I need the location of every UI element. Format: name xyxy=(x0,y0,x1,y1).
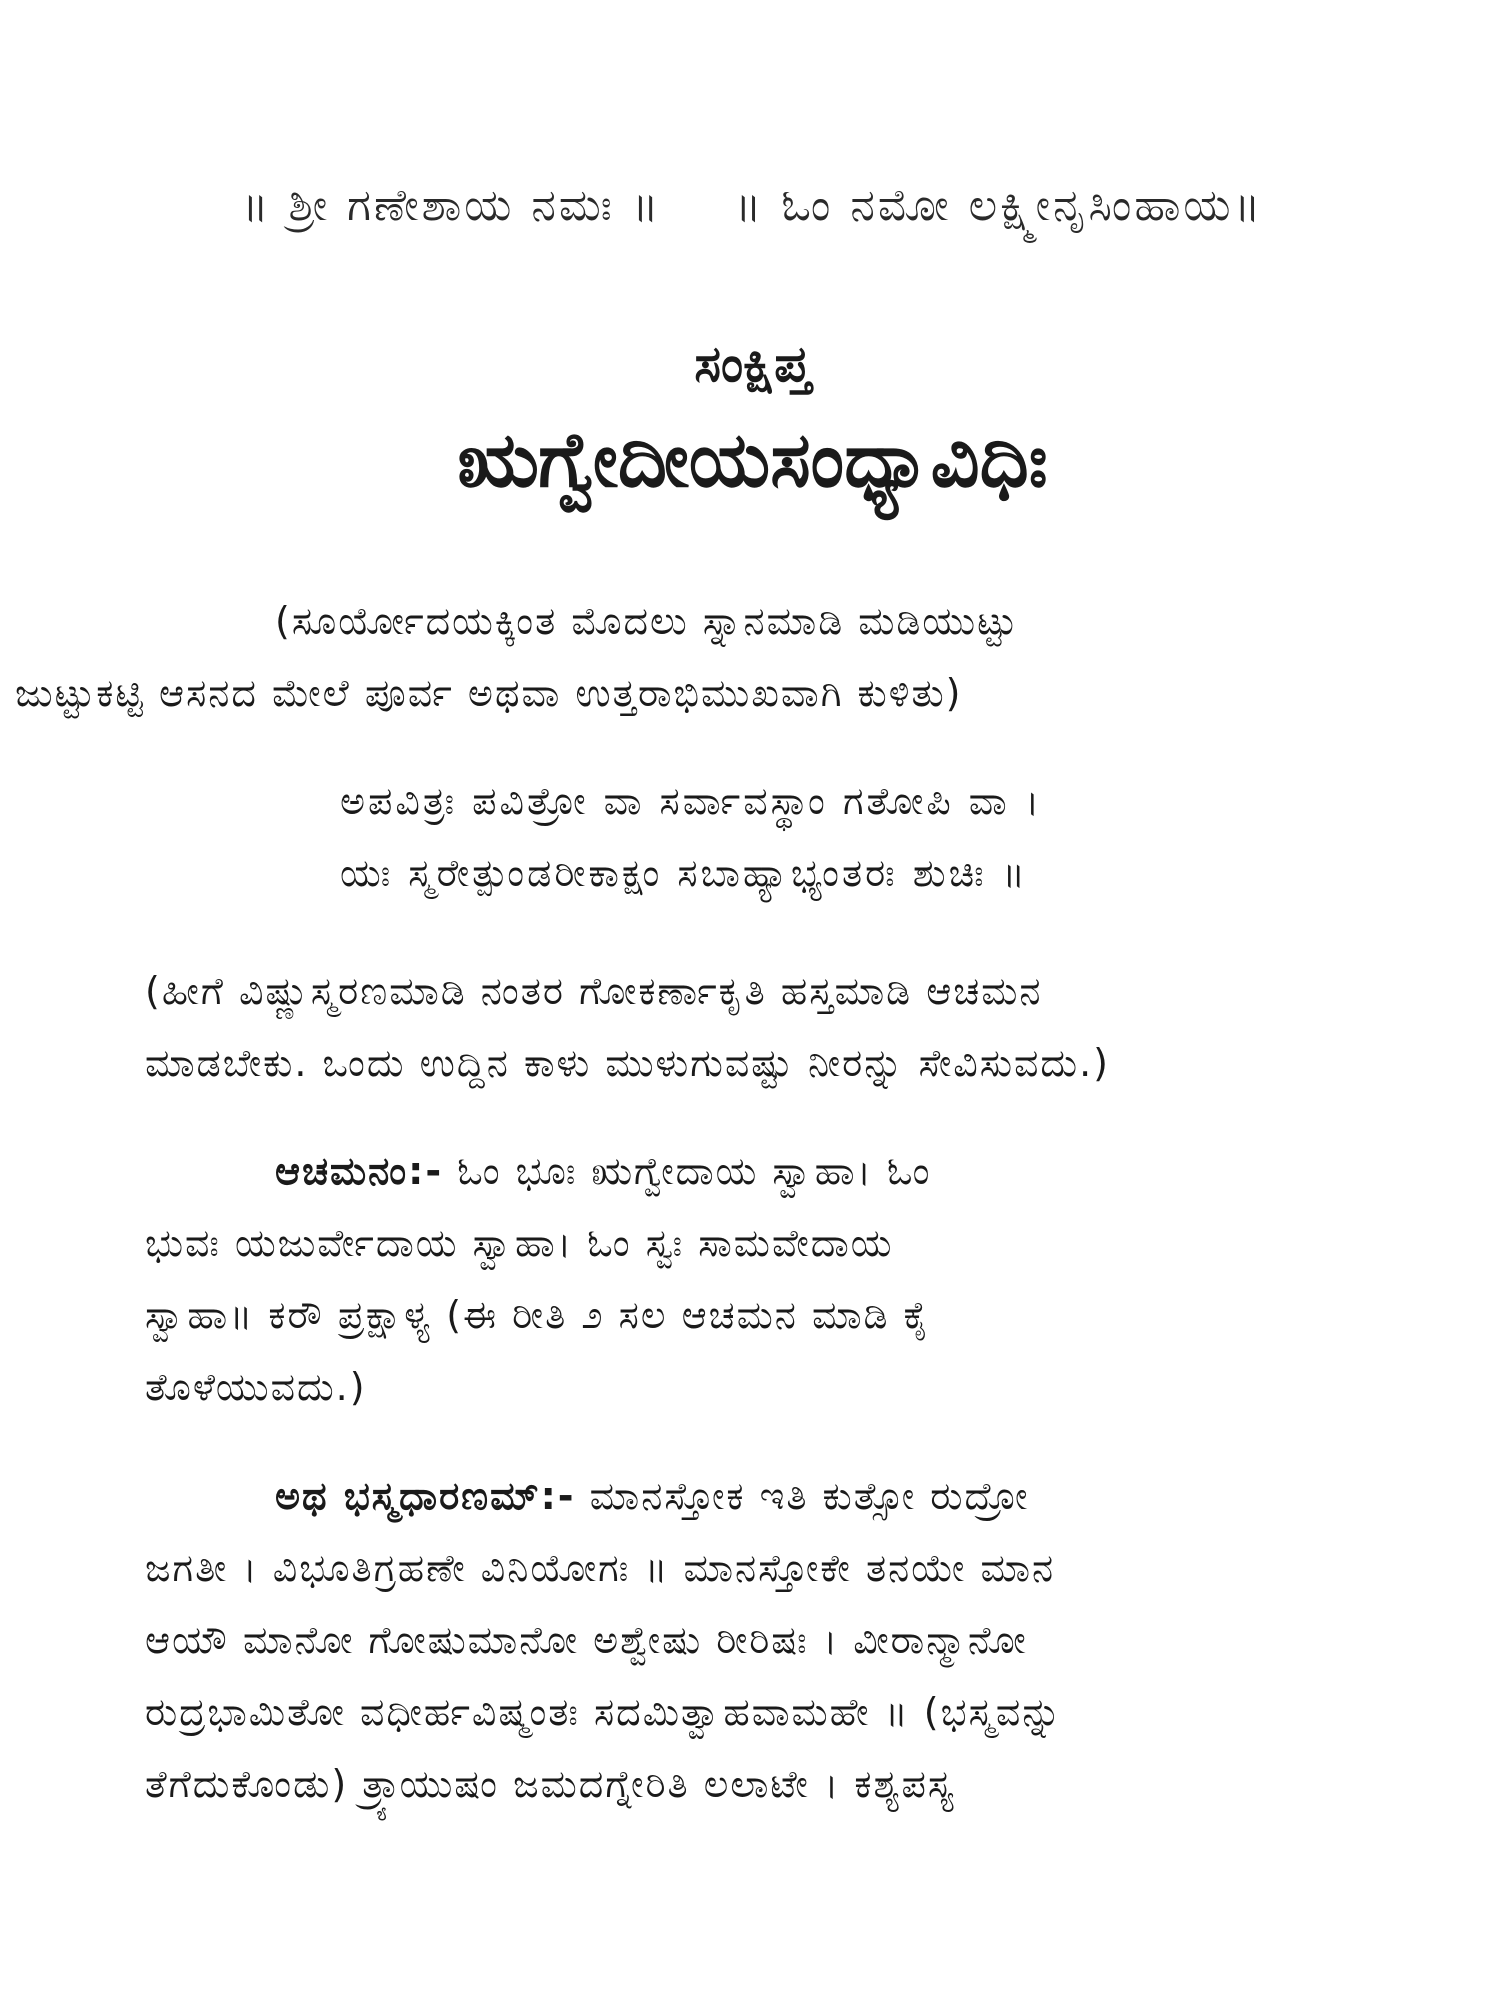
intro-line-2: ಜುಟ್ಟುಕಟ್ಟಿ ಆಸನದ ಮೇಲೆ ಪೂರ್ವ ಅಥವಾ ಉತ್ತರಾಭಿಮುಖವಾಗಿ ಕುಳಿತು) xyxy=(15,671,963,715)
achamana-paragraph xyxy=(145,1135,1330,1423)
achamana-line-4: ತೊಳೆಯುವದು.) xyxy=(145,1365,367,1409)
verse-block xyxy=(340,765,1340,909)
invocation-narasimha: ॥ ಓಂ ನಮೋ ಲಕ್ಷ್ಮೀನೃಸಿಂಹಾಯ॥ xyxy=(734,180,1264,231)
achamana-heading: ಆಚಮನಂ:- xyxy=(275,1149,444,1193)
achamana-line-1: ಓಂ ಭೂಃ ಋಗ್ವೇದಾಯ ಸ್ವಾಹಾ। ಓಂ xyxy=(457,1149,932,1193)
bhasma-line-2: ಜಗತೀ । ವಿಭೂತಿಗ್ರಹಣೇ ವಿನಿಯೋಗಃ ॥ ಮಾನಸ್ತೋಕೇ ತನಯೇ ಮಾನ xyxy=(145,1546,1056,1590)
bhasma-line-5: ತೆಗೆದುಕೊಂಡು) ತ್ರ್ಯಾಯುಷಂ ಜಮದಗ್ನೇರಿತಿ ಲಲಾಟೇ । ಕಶ್ಯಪಸ್ಯ xyxy=(145,1762,956,1806)
invocation-ganesha: ॥ ಶ್ರೀ ಗಣೇಶಾಯ ನಮಃ ॥ xyxy=(241,180,662,231)
instruction-line-1: (ಹೀಗೆ ವಿಷ್ಣುಸ್ಮರಣಮಾಡಿ ನಂತರ ಗೋಕರ್ಣಾಕೃತಿ ಹಸ್ತಮಾಡಿ ಆಚಮನ xyxy=(145,969,1043,1013)
document-title: ಋಗ್ವೇದೀಯಸಂಧ್ಯಾವಿಧಿಃ xyxy=(457,415,1048,504)
verse-line-2: ಯಃ ಸ್ಮರೇತ್ಪುಂಡರೀಕಾಕ್ಷಂ ಸಬಾಹ್ಯಾಭ್ಯಂತರಃ ಶುಚಿಃ ॥ xyxy=(340,851,1028,895)
bhasma-line-1: ಮಾನಸ್ತೋಕ ಇತಿ ಕುತ್ಸೋ ರುದ್ರೋ xyxy=(589,1474,1030,1518)
achamana-line-2: ಭುವಃ ಯಜುರ್ವೇದಾಯ ಸ್ವಾಹಾ। ಓಂ ಸ್ವಃ ಸಾಮವೇದಾಯ xyxy=(145,1221,894,1265)
invocation-line xyxy=(0,180,1505,231)
intro-paragraph xyxy=(15,585,1330,729)
instruction-paragraph xyxy=(145,955,1330,1099)
document-subtitle: ಸಂಕ್ಷಿಪ್ತ xyxy=(694,335,811,393)
instruction-line-2: ಮಾಡಬೇಕು. ಒಂದು ಉದ್ದಿನ ಕಾಳು ಮುಳುಗುವಷ್ಟು ನೀರನ್ನು ಸೇವಿಸುವದು.) xyxy=(145,1041,1110,1085)
bhasma-paragraph xyxy=(145,1460,1330,1820)
bhasma-first-line xyxy=(275,1460,1330,1532)
intro-line-1: (ಸೂರ್ಯೋದಯಕ್ಕಿಂತ ಮೊದಲು ಸ್ನಾನಮಾಡಿ ಮಡಿಯುಟ್ಟು xyxy=(275,599,1019,643)
achamana-line-3: ಸ್ವಾಹಾ॥ ಕರೌ ಪ್ರಕ್ಷಾಳ್ಯ (ಈ ರೀತಿ ೨ ಸಲ ಆಚಮನ ಮಾಡಿ ಕೈ xyxy=(145,1293,931,1337)
bhasma-line-3: ಆಯೌ ಮಾನೋ ಗೋಷುಮಾನೋ ಅಶ್ವೇಷು ರೀರಿಷಃ । ವೀರಾನ್ಮಾನೋ xyxy=(145,1618,1028,1662)
achamana-first-line xyxy=(275,1135,1330,1207)
bhasma-heading: ಅಥ ಭಸ್ಮಧಾರಣಮ್:- xyxy=(275,1474,576,1518)
verse-line-1: ಅಪವಿತ್ರಃ ಪವಿತ್ರೋ ವಾ ಸರ್ವಾವಸ್ಥಾಂ ಗತೋಪಿ ವಾ । xyxy=(340,779,1043,823)
bhasma-line-4: ರುದ್ರಭಾಮಿತೋ ವಧೀರ್ಹವಿಷ್ಮಂತಃ ಸದಮಿತ್ವಾಹವಾಮಹೇ ॥ (ಭಸ್ಮವನ್ನು xyxy=(145,1690,1063,1734)
